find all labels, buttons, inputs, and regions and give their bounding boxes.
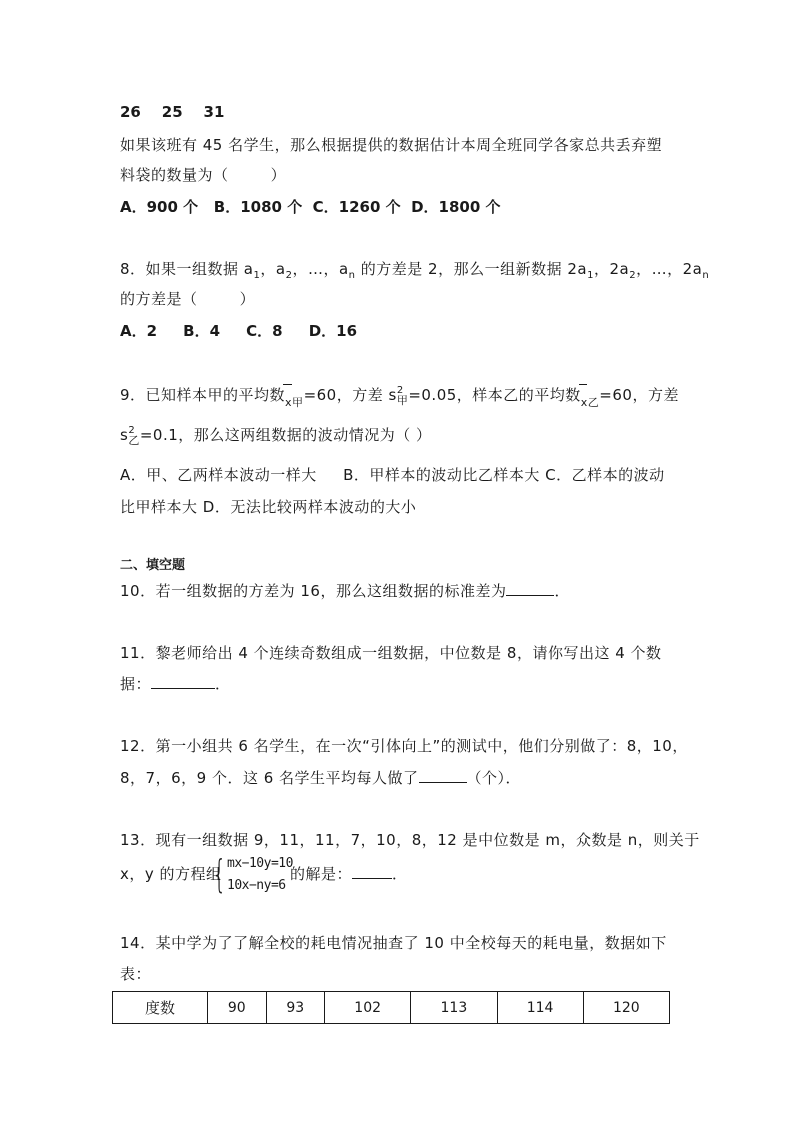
answer-blank (419, 767, 467, 783)
q14-line1: 14．某中学为了了解全校的耗电情况抽查了 10 中全校每天的耗电量，数据如下 (120, 934, 667, 952)
table-cell: 90 (208, 992, 267, 1024)
q9-line1: 9．已知样本甲的平均数x甲=60，方差 s 2 甲 =0.05，样本乙的平均数x乙=60，方差 (120, 384, 679, 414)
q13-line1: 13．现有一组数据 9，11，11，7，10，8，12 是中位数是 m，众数是 n，则关于 (120, 831, 700, 849)
table-header-cell: 度数 (113, 992, 208, 1024)
q11-line1: 11．黎老师给出 4 个连续奇数组成一组数据，中位数是 8，请你写出这 4 个数 (120, 644, 662, 662)
q11-line2: 据： ． (120, 675, 231, 693)
q13-line2a: x，y 的方程组 (120, 865, 222, 883)
table-cell: 93 (266, 992, 325, 1024)
data-row-numbers: 26 25 31 (120, 103, 225, 121)
table-cell: 120 (583, 992, 669, 1024)
answer-blank (352, 863, 392, 879)
equation-1: mx−10y=10 (227, 856, 293, 871)
q13-line2b: 的解是： ． (290, 865, 408, 883)
table-row (113, 992, 670, 1024)
q9-options-line2: 比甲样本大 D．无法比较两样本波动的大小 (120, 498, 417, 516)
q12-line2: 8，7，6，9 个．这 6 名学生平均每人做了 （个）． (120, 769, 522, 787)
electricity-table (112, 991, 670, 1024)
q10-line: 10．若一组数据的方差为 16，那么这组数据的标准差为 ． (120, 582, 570, 600)
table-cell: 114 (497, 992, 583, 1024)
left-brace: { (212, 852, 227, 896)
q9-options-line1: A．甲、乙两样本波动一样大 B．甲样本的波动比乙样本大 C．乙样本的波动 (120, 466, 665, 484)
q8-line1: 8．如果一组数据 $a_1$，$a_2$，…，$a_n$ 的方差是 2，那么一组新数据 $2a_1$，$2a_2$，…，$2a_n$ (120, 260, 710, 281)
q7-options: A．900 个 B．1080 个 C．1260 个 D．1800 个 (120, 198, 501, 216)
q14-line2: 表： (120, 965, 152, 983)
answer-blank (151, 673, 215, 689)
q9-line2: s 2 乙 =0.1，那么这两组数据的波动情况为（ ） (120, 424, 432, 447)
table-cell: 102 (325, 992, 411, 1024)
answer-blank (506, 580, 554, 596)
q12-line1: 12．第一小组共 6 名学生，在一次“引体向上”的测试中，他们分别做了：8，10， (120, 737, 688, 755)
mean-yi-symbol: x乙 (581, 392, 600, 414)
equation-2: 10x−ny=6 (227, 878, 286, 893)
q7-line2: 料袋的数量为（ ） (120, 166, 287, 184)
mean-jia-symbol: x甲 (285, 392, 304, 414)
q7-line1: 如果该班有 45 名学生，那么根据提供的数据估计本周全班同学各家总共丢弃塑 (120, 136, 663, 154)
section-title: 二、填空题 (120, 558, 186, 573)
q8-options: A．2 B．4 C．8 D．16 (120, 322, 358, 340)
q8-line2: 的方差是（ ） (120, 290, 256, 308)
table-cell: 113 (411, 992, 497, 1024)
